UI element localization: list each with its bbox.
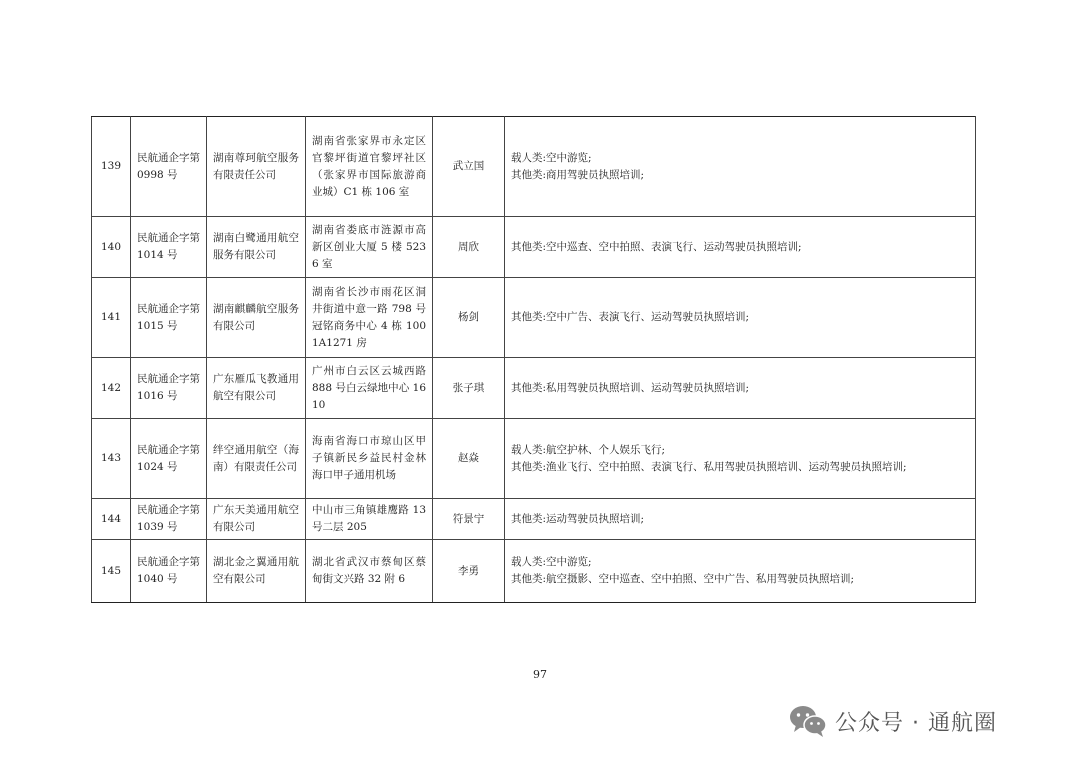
legal-representative: 符景宁 xyxy=(433,499,505,540)
table-row xyxy=(92,117,976,217)
license-number: 民航通企字第 0998 号 xyxy=(131,117,207,217)
watermark-text: 公众号 · 通航圈 xyxy=(835,710,997,736)
company-address: 湖南省张家界市永定区官黎坪街道官黎坪社区（张家界市国际旅游商业城）C1 栋 106 室 xyxy=(306,117,433,217)
watermark xyxy=(787,703,997,739)
page-number: 97 xyxy=(533,668,547,681)
company-address: 海南省海口市琼山区甲子镇新民乡益民村金林海口甲子通用机场 xyxy=(306,419,433,499)
row-index: 140 xyxy=(92,217,131,278)
company-name: 广东天美通用航空有限公司 xyxy=(207,499,306,540)
license-number: 民航通企字第 1039 号 xyxy=(131,499,207,540)
business-scope-line: 其他类:商用驾驶员执照培训; xyxy=(511,168,645,181)
registry-table xyxy=(91,116,976,603)
company-address: 中山市三角镇雄鹰路 13 号二层 205 xyxy=(306,499,433,540)
legal-representative: 杨剑 xyxy=(433,278,505,358)
company-name: 绊空通用航空（海南）有限责任公司 xyxy=(207,419,306,499)
license-number: 民航通企字第 1015 号 xyxy=(131,278,207,358)
company-name: 湖南麒麟航空服务有限公司 xyxy=(207,278,306,358)
legal-representative: 张子琪 xyxy=(433,358,505,419)
row-index: 145 xyxy=(92,540,131,603)
license-number: 民航通企字第 1016 号 xyxy=(131,358,207,419)
table-row xyxy=(92,540,976,603)
license-number: 民航通企字第 1014 号 xyxy=(131,217,207,278)
row-index: 143 xyxy=(92,419,131,499)
business-scope xyxy=(505,217,976,278)
business-scope xyxy=(505,358,976,419)
business-scope-line: 其他类:空中广告、表演飞行、运动驾驶员执照培训; xyxy=(511,311,750,323)
license-number: 民航通企字第 1040 号 xyxy=(131,540,207,603)
company-address: 湖南省长沙市雨花区洞井街道中意一路 798 号冠铭商务中心 4 栋 1001A1271 房 xyxy=(306,278,433,358)
legal-representative: 赵焱 xyxy=(433,419,505,499)
table-row xyxy=(92,358,976,419)
business-scope xyxy=(505,117,976,217)
business-scope xyxy=(505,278,976,358)
registry-table-body xyxy=(92,117,976,603)
row-index: 144 xyxy=(92,499,131,540)
row-index: 142 xyxy=(92,358,131,419)
table-row xyxy=(92,419,976,499)
business-scope-line: 其他类:私用驾驶员执照培训、运动驾驶员执照培训; xyxy=(511,381,750,394)
business-scope xyxy=(505,499,976,540)
business-scope-line: 其他类:空中巡查、空中拍照、表演飞行、运动驾驶员执照培训; xyxy=(511,240,802,253)
company-name: 湖南白鹭通用航空服务有限公司 xyxy=(207,217,306,278)
company-address: 湖北省武汉市蔡甸区蔡甸街文兴路 32 附 6 xyxy=(306,540,433,603)
business-scope-line: 其他类:航空摄影、空中巡查、空中拍照、空中广告、私用驾驶员执照培训; xyxy=(511,573,855,585)
wechat-icon xyxy=(787,703,829,739)
table-row xyxy=(92,499,976,540)
table-row xyxy=(92,217,976,278)
company-address: 广州市白云区云城西路 888 号白云绿地中心 1610 xyxy=(306,358,433,419)
row-index: 139 xyxy=(92,117,131,217)
business-scope xyxy=(505,540,976,603)
business-scope-line: 其他类:运动驾驶员执照培训; xyxy=(511,512,645,525)
company-address: 湖南省娄底市涟源市高新区创业大厦 5 楼 5236 室 xyxy=(306,217,433,278)
legal-representative: 武立国 xyxy=(433,117,505,217)
table-row xyxy=(92,278,976,358)
business-scope-line: 载人类:航空护林、个人娱乐飞行; xyxy=(511,443,666,456)
legal-representative: 李勇 xyxy=(433,540,505,603)
business-scope-line: 其他类:渔业飞行、空中拍照、表演飞行、私用驾驶员执照培训、运动驾驶员执照培训; xyxy=(511,460,907,473)
business-scope-line: 载人类:空中游览; xyxy=(511,151,592,164)
company-name: 广东雁瓜飞教通用航空有限公司 xyxy=(207,358,306,419)
business-scope-line: 载人类:空中游览; xyxy=(511,556,592,568)
row-index: 141 xyxy=(92,278,131,358)
business-scope xyxy=(505,419,976,499)
legal-representative: 周欣 xyxy=(433,217,505,278)
company-name: 湖北金之翼通用航空有限公司 xyxy=(207,540,306,603)
company-name: 湖南尊珂航空服务有限责任公司 xyxy=(207,117,306,217)
license-number: 民航通企字第 1024 号 xyxy=(131,419,207,499)
